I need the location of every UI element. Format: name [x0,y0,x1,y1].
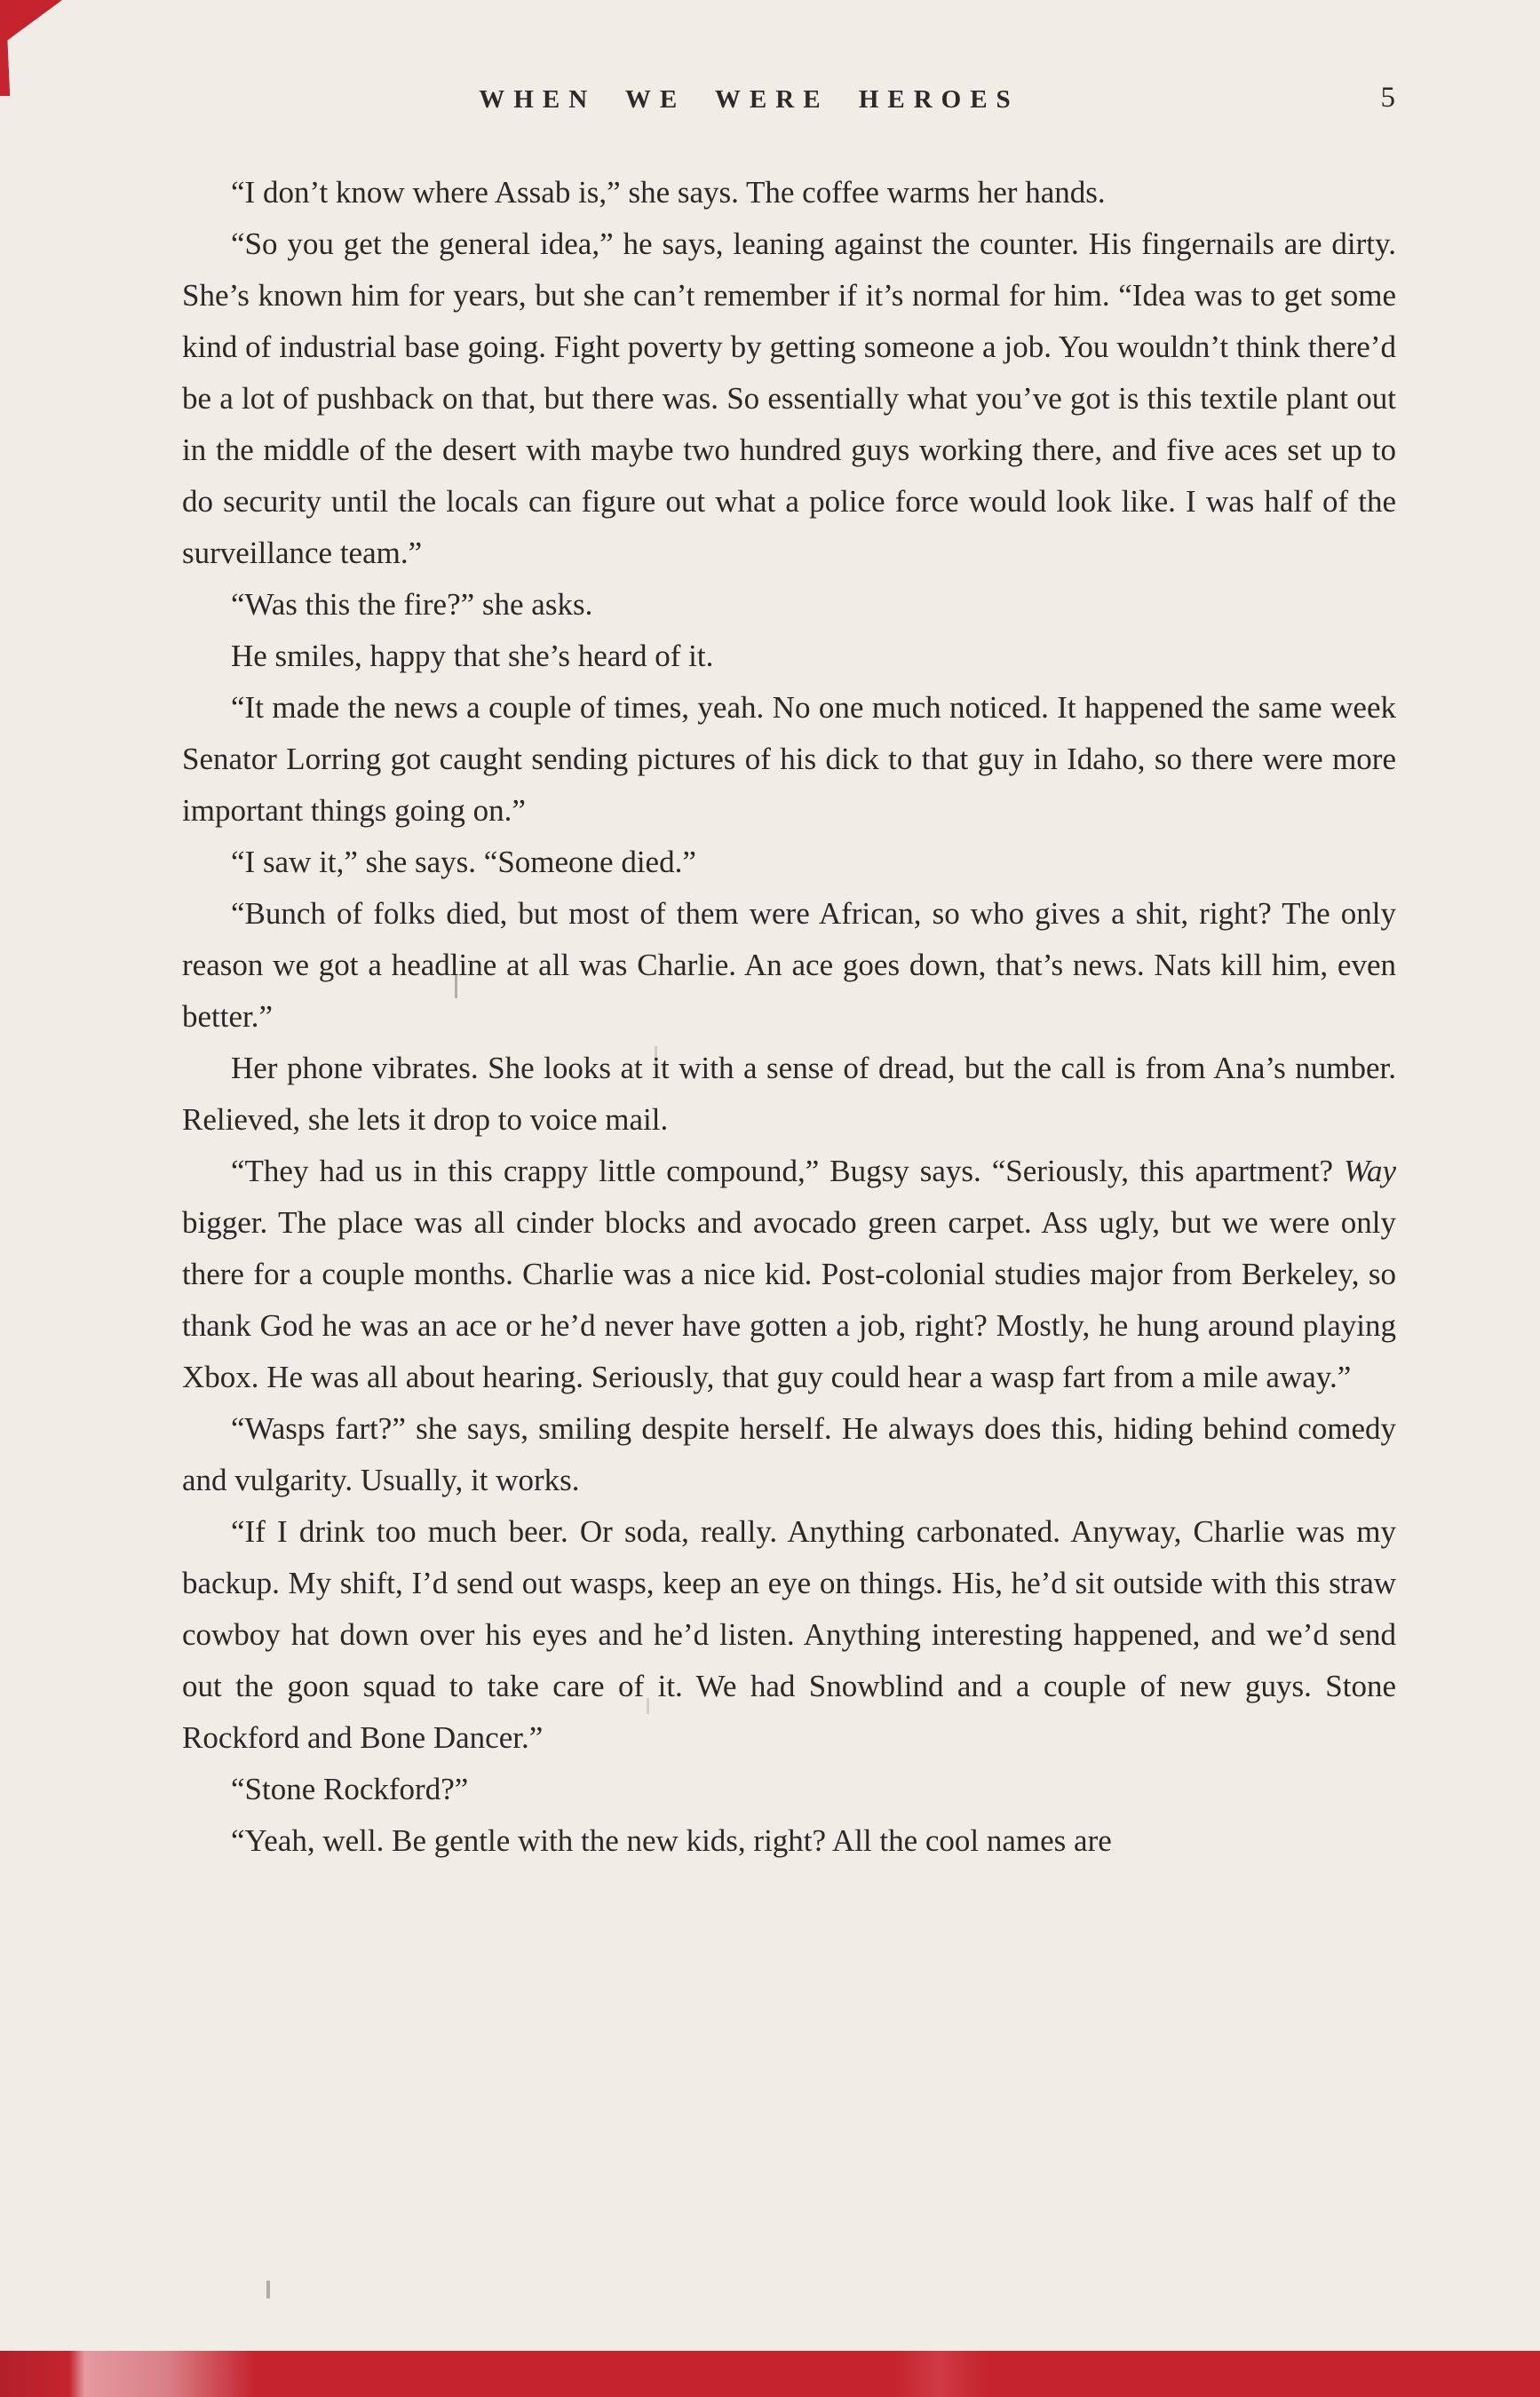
text-segment: “So you get the general idea,” he says, leaning against the counter. His fingernails are dirty. She’s known him for years, but she can’t remember if it’s normal for him. “Idea was to get some kind of industrial base going. Fight poverty by getting someone a job. You wouldn’t think there’d be a lot of pushback on that, but there was. So essentially what you’ve got is this textile plant out in the middle of the desert with maybe two hundred guys working there, and five aces set up to do security until the locals can figure out what a police force would look like. I was half of the surveillance team.” [182,226,1396,570]
text-segment: “They had us in this crappy little compound,” Bugsy says. “Seriously, this apartment? [231,1154,1345,1188]
text-segment: “Bunch of folks died, but most of them were African, so who gives a shit, right? The only reason we got a headline at all was Charlie. An ace goes down, that’s news. Nats kill him, even better.” [182,896,1396,1034]
page-header [182,82,1396,124]
text-segment: “Was this the fire?” she asks. [231,587,593,622]
text-segment: bigger. The place was all cinder blocks and avocado green carpet. Ass ugly, but we were only there for a couple months. Charlie was a nice kid. Post-colonial studies major from Berkeley, so thank God he was an ace or he’d never have gotten a job, right? Mostly, he hung around playing Xbox. He was all about hearing. Seriously, that guy could hear a wasp fart from a mile away.” [182,1205,1396,1394]
text-segment: “Yeah, well. Be gentle with the new kids, right? All the cool names are [231,1823,1112,1858]
text-segment: “Stone Rockford?” [231,1772,469,1806]
paragraph [182,1815,1396,1867]
text-segment: “Wasps fart?” she says, smiling despite herself. He always does this, hiding behind comedy and vulgarity. Usually, it works. [182,1411,1396,1497]
paragraph [182,1146,1396,1403]
paragraph [182,888,1396,1043]
paragraph [182,1506,1396,1764]
italic-text: Way [1344,1154,1396,1188]
paragraph [182,1764,1396,1815]
paragraph [182,1043,1396,1146]
paragraph [182,682,1396,837]
running-head-title: WHEN WE WERE HEROES [479,85,1020,114]
paragraph [182,631,1396,682]
text-segment: Her phone vibrates. She looks at it with a sense of dread, but the call is from Ana’s number. Relieved, she lets it drop to voice mail. [182,1051,1396,1137]
text-segment: “I don’t know where Assab is,” she says. The coffee warms her hands. [231,175,1106,210]
page-number: 5 [1380,82,1396,114]
text-segment: “It made the news a couple of times, yeah. No one much noticed. It happened the same week Senator Lorring got caught sending pictures of his dick to that guy in Idaho, so there were more important things going on.” [182,690,1396,828]
text-segment: “I saw it,” she says. “Someone died.” [231,845,696,879]
scan-speck [266,2281,270,2298]
paragraph [182,837,1396,888]
paragraph [182,167,1396,218]
scan-artifact-bottom-band [0,2351,1540,2397]
paragraph [182,218,1396,579]
page-body [182,167,1396,1867]
paragraph [182,1403,1396,1506]
scan-artifact-corner [0,0,62,96]
paragraph [182,579,1396,631]
text-segment: He smiles, happy that she’s heard of it. [231,639,714,673]
text-segment: “If I drink too much beer. Or soda, really. Anything carbonated. Anyway, Charlie was my backup. My shift, I’d send out wasps, keep an eye on things. His, he’d sit outside with this straw cowboy hat down over his eyes and he’d listen. Anything interesting happened, and we’d send out the goon squad to take care of it. We had Snowblind and a couple of new guys. Stone Rockford and Bone Dancer.” [182,1514,1396,1755]
